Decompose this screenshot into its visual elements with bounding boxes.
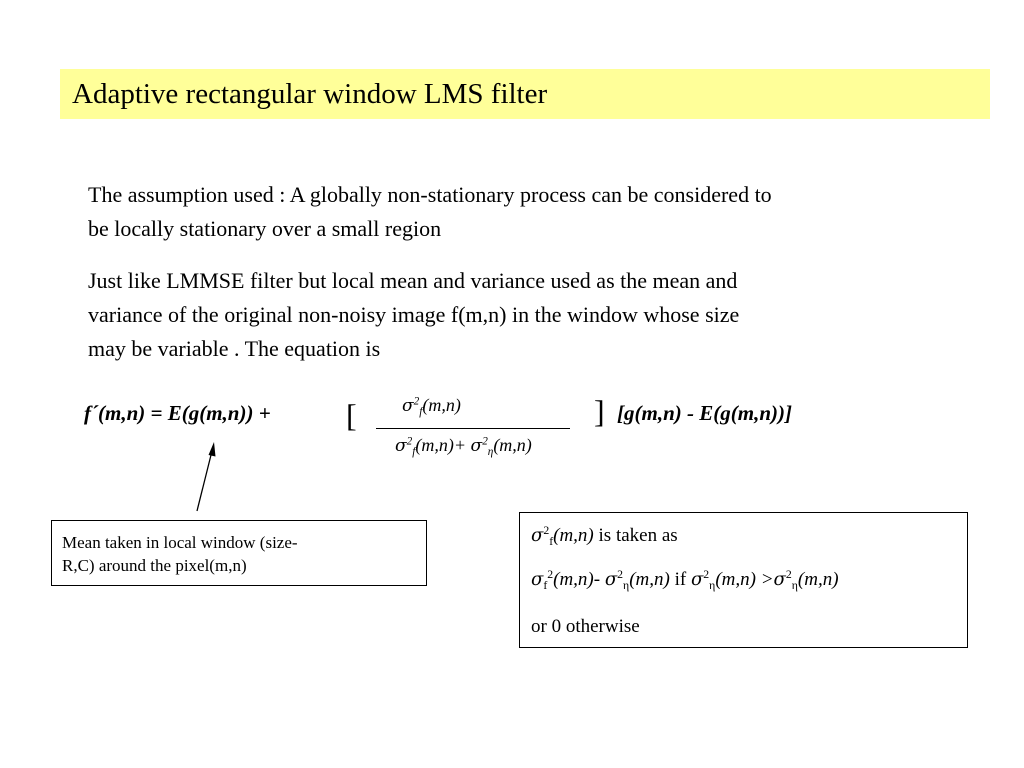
variance-note-line-3: or 0 otherwise (531, 616, 640, 637)
note-text (62, 531, 412, 577)
variance-note-line-1 (531, 525, 678, 547)
superscript: 2 (482, 435, 488, 448)
superscript: 2 (413, 395, 420, 408)
superscript: 2 (785, 567, 792, 581)
superscript: 2 (543, 523, 550, 537)
sigma-symbol: σ (402, 396, 414, 416)
sigma-symbol: σ (395, 436, 407, 456)
subscript: η (709, 579, 716, 593)
taken-as-text: is taken as (593, 525, 678, 546)
argument: (m,n) (415, 435, 454, 455)
sigma-symbol: σ (470, 436, 483, 456)
equation-right-bracket: ] (594, 393, 605, 429)
greater-than-sign: > (755, 569, 774, 590)
sigma-symbol: σ (531, 525, 544, 546)
equation-rhs: [g(m,n) - E(g(m,n))] (617, 401, 792, 425)
argument: (m,n) (629, 569, 670, 590)
paragraph-line: may be variable . The equation is (88, 336, 381, 361)
subscript: f (419, 405, 423, 418)
note-box-variance (519, 512, 968, 648)
sigma-symbol: σ (773, 569, 786, 590)
argument: (m,n) (715, 569, 756, 590)
superscript: 2 (703, 567, 710, 581)
plus-sign: + (453, 435, 471, 455)
note-line: R,C) around the pixel(m,n) (62, 556, 247, 575)
minus-sign: - (593, 569, 605, 590)
subscript: f (549, 535, 554, 549)
argument: (m,n) (493, 435, 532, 455)
slide-title: Adaptive rectangular window LMS filter (72, 78, 548, 110)
argument: (m,n) (422, 395, 461, 415)
equation-lhs: f´(m,n) = E(g(m,n)) + (84, 401, 271, 425)
subscript: η (487, 445, 494, 458)
subscript: f (543, 579, 548, 593)
sigma-symbol: σ (604, 569, 618, 590)
sigma-symbol: σ (531, 569, 544, 590)
superscript: 2 (617, 567, 624, 581)
paragraph-line: The assumption used : A globally non-stationary process can be considered to (88, 182, 772, 207)
sigma-symbol: σ (690, 569, 704, 590)
paragraph-line: variance of the original non-noisy image f(m,n) in the window whose size (88, 302, 740, 327)
paragraph-line: be locally stationary over a small region (88, 216, 442, 241)
note-box-mean (51, 520, 427, 586)
subscript: f (412, 445, 416, 458)
argument: (m,n) (797, 569, 839, 590)
subscript: η (791, 579, 798, 593)
note-line: Mean taken in local window (size- (62, 533, 298, 552)
superscript: 2 (406, 435, 413, 448)
if-text: if (669, 569, 691, 590)
equation-left-bracket: [ (346, 397, 357, 433)
argument: (m,n) (553, 525, 594, 546)
argument: (m,n) (553, 569, 594, 590)
superscript: 2 (547, 567, 554, 581)
paragraph-line: Just like LMMSE filter but local mean and variance used as the mean and (88, 268, 738, 293)
subscript: η (623, 579, 630, 593)
variance-note-line-2 (531, 569, 839, 591)
